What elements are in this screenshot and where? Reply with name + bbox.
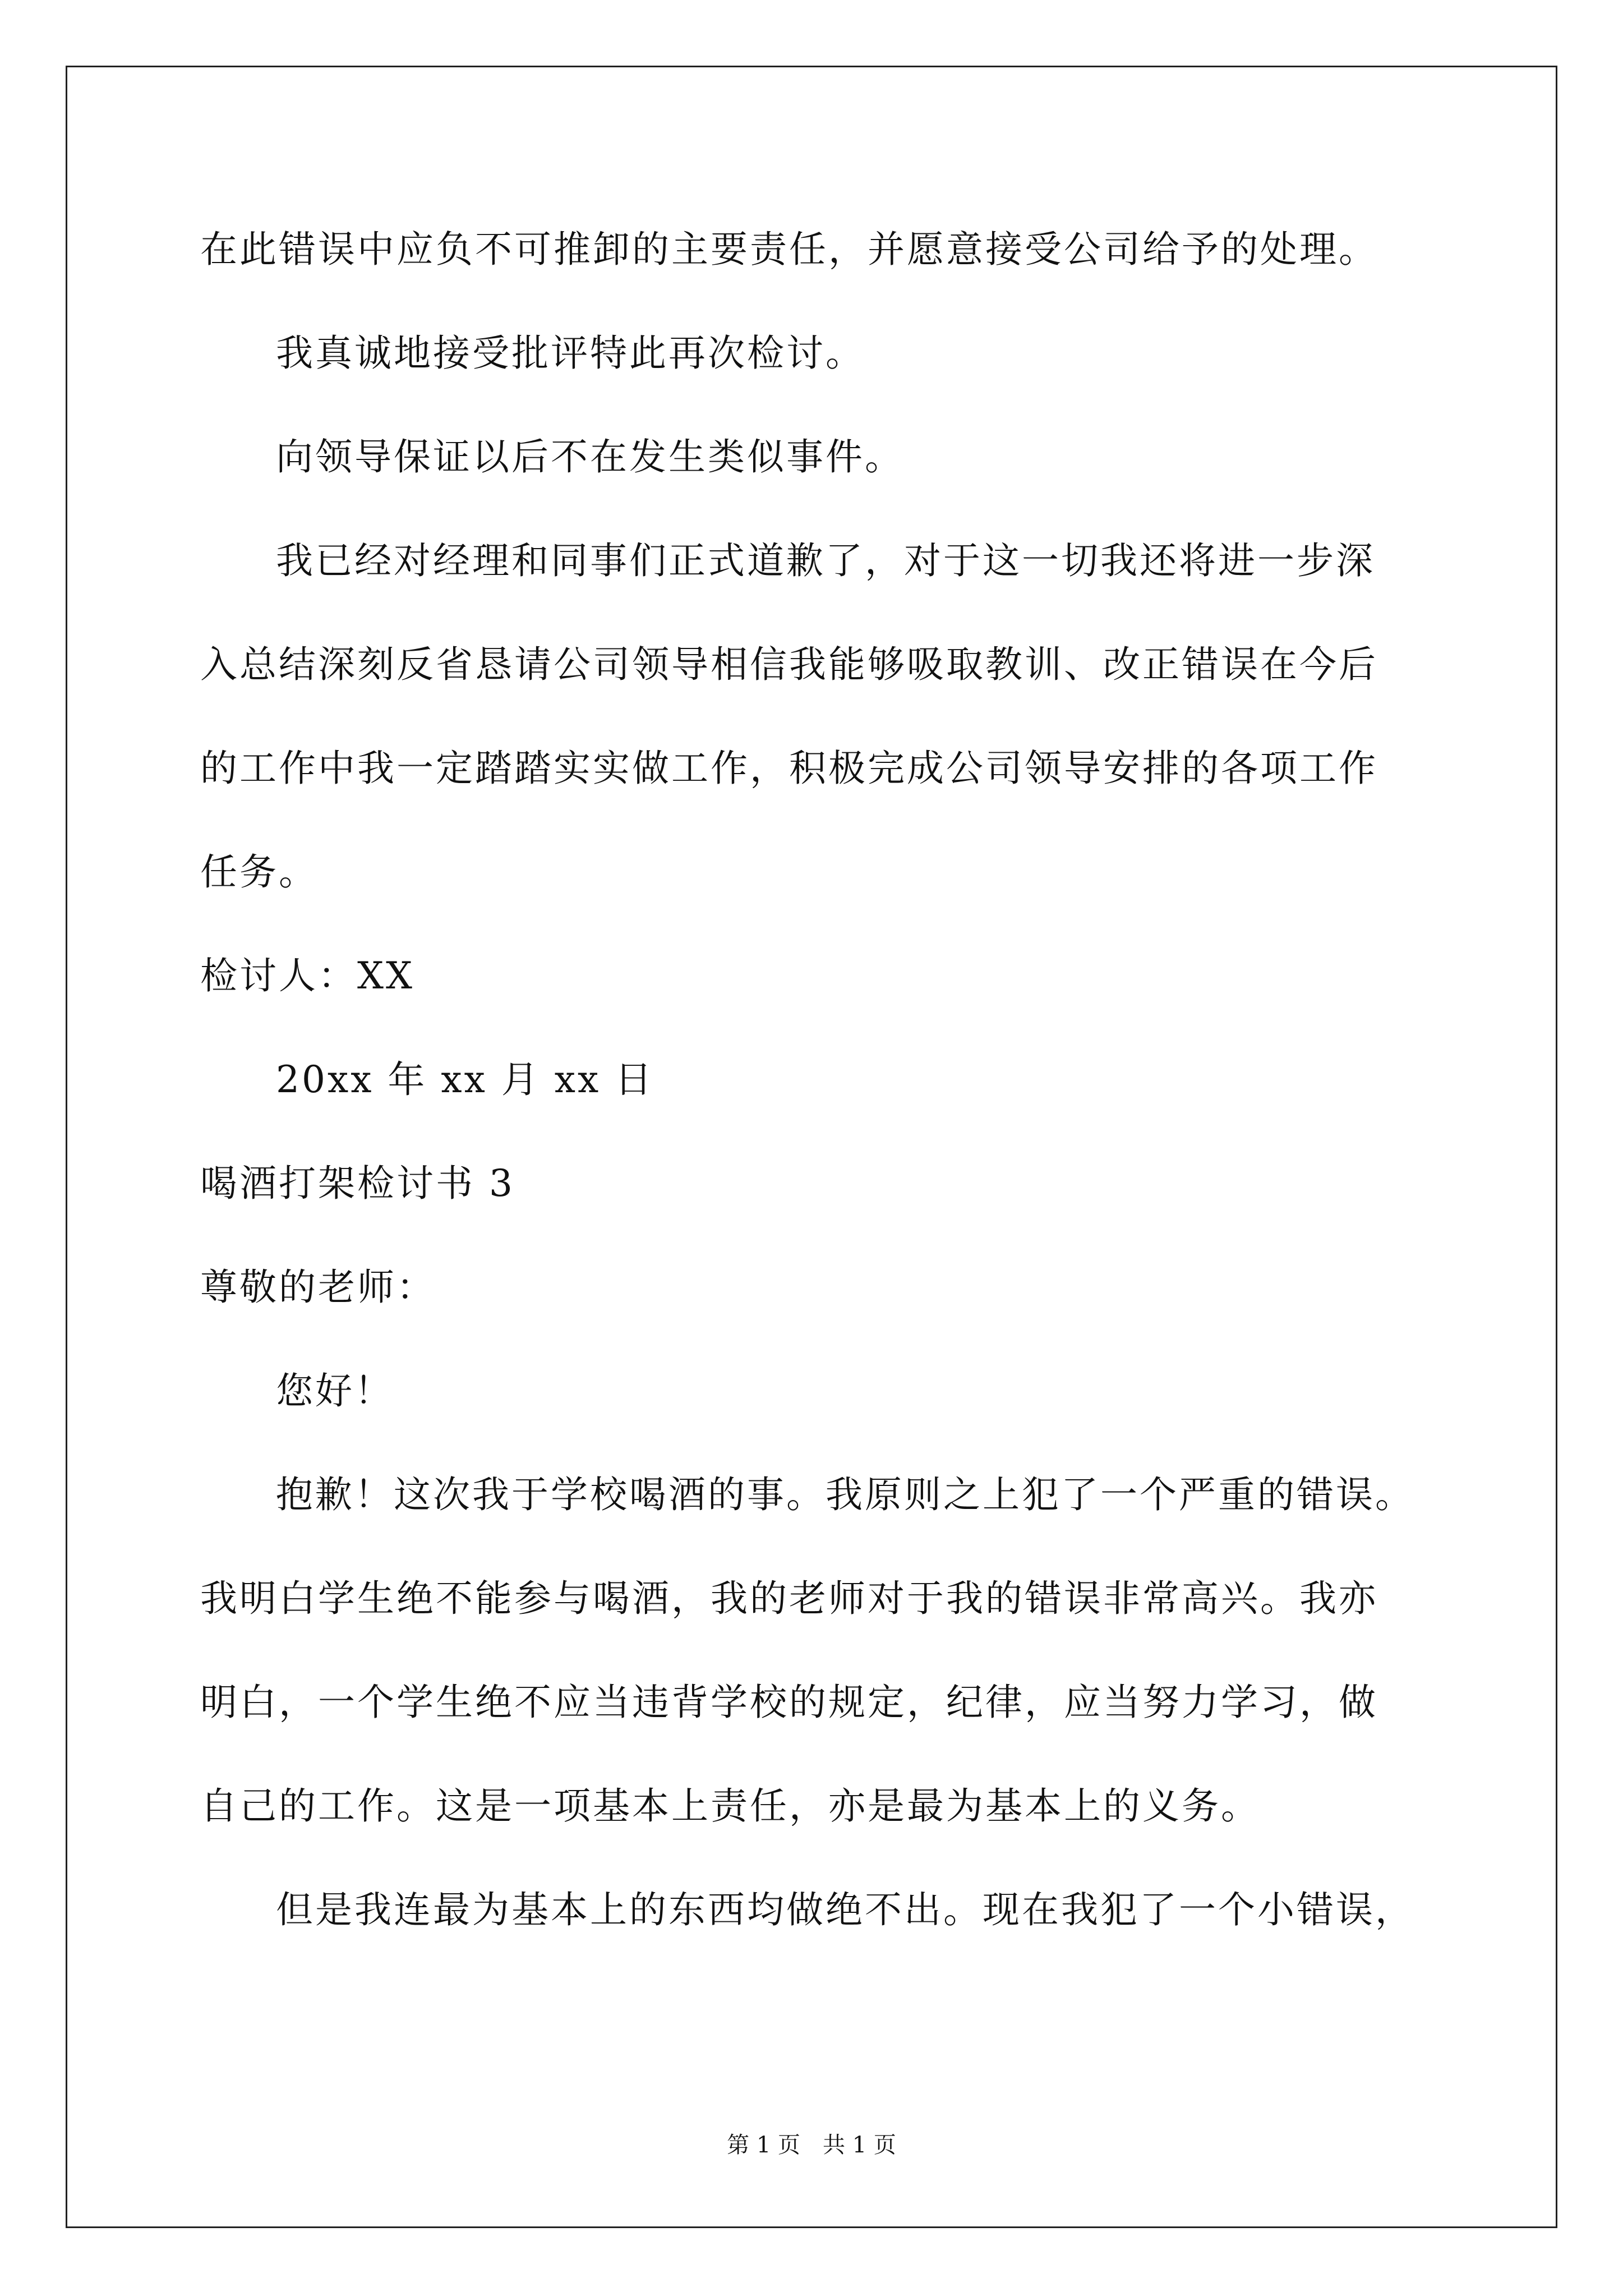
paragraph-line: 的工作中我一定踏踏实实做工作，积极完成公司领导安排的各项工作 <box>200 747 1378 790</box>
paragraph-line: 在此错误中应负不可推卸的主要责任，并愿意接受公司给予的处理。 <box>200 228 1378 271</box>
greeting: 您好！ <box>276 1369 394 1412</box>
paragraph-line: 我已经对经理和同事们正式道歉了，对于这一切我还将进一步深 <box>276 539 1375 582</box>
paragraph-line: 任务。 <box>200 850 318 894</box>
salutation: 尊敬的老师： <box>200 1266 436 1309</box>
paragraph-line: 明白，一个学生绝不应当违背学校的规定，纪律，应当努力学习，做 <box>200 1681 1378 1724</box>
paragraph-line: 自己的工作。这是一项基本上责任，亦是最为基本上的义务。 <box>200 1784 1260 1828</box>
paragraph-line: 但是我连最为基本上的东西均做绝不出。现在我犯了一个小错误， <box>276 1888 1414 1931</box>
paragraph-line: 入总结深刻反省恳请公司领导相信我能够吸取教训、改正错误在今后 <box>200 643 1378 686</box>
page-footer: 第 1 页 共 1 页 <box>727 2132 896 2158</box>
date-line: 20xx 年 xx 月 xx 日 <box>276 1058 654 1101</box>
section-title: 喝酒打架检讨书 3 <box>200 1162 515 1205</box>
paragraph-line: 向领导保证以后不在发生类似事件。 <box>276 435 904 478</box>
paragraph-line: 我明白学生绝不能参与喝酒，我的老师对于我的错误非常高兴。我亦 <box>200 1577 1378 1620</box>
paragraph-line: 抱歉！这次我于学校喝酒的事。我原则之上犯了一个严重的错误。 <box>276 1473 1414 1516</box>
paragraph-line: 我真诚地接受批评特此再次检讨。 <box>276 332 865 375</box>
signature-line: 检讨人：XX <box>200 954 414 997</box>
